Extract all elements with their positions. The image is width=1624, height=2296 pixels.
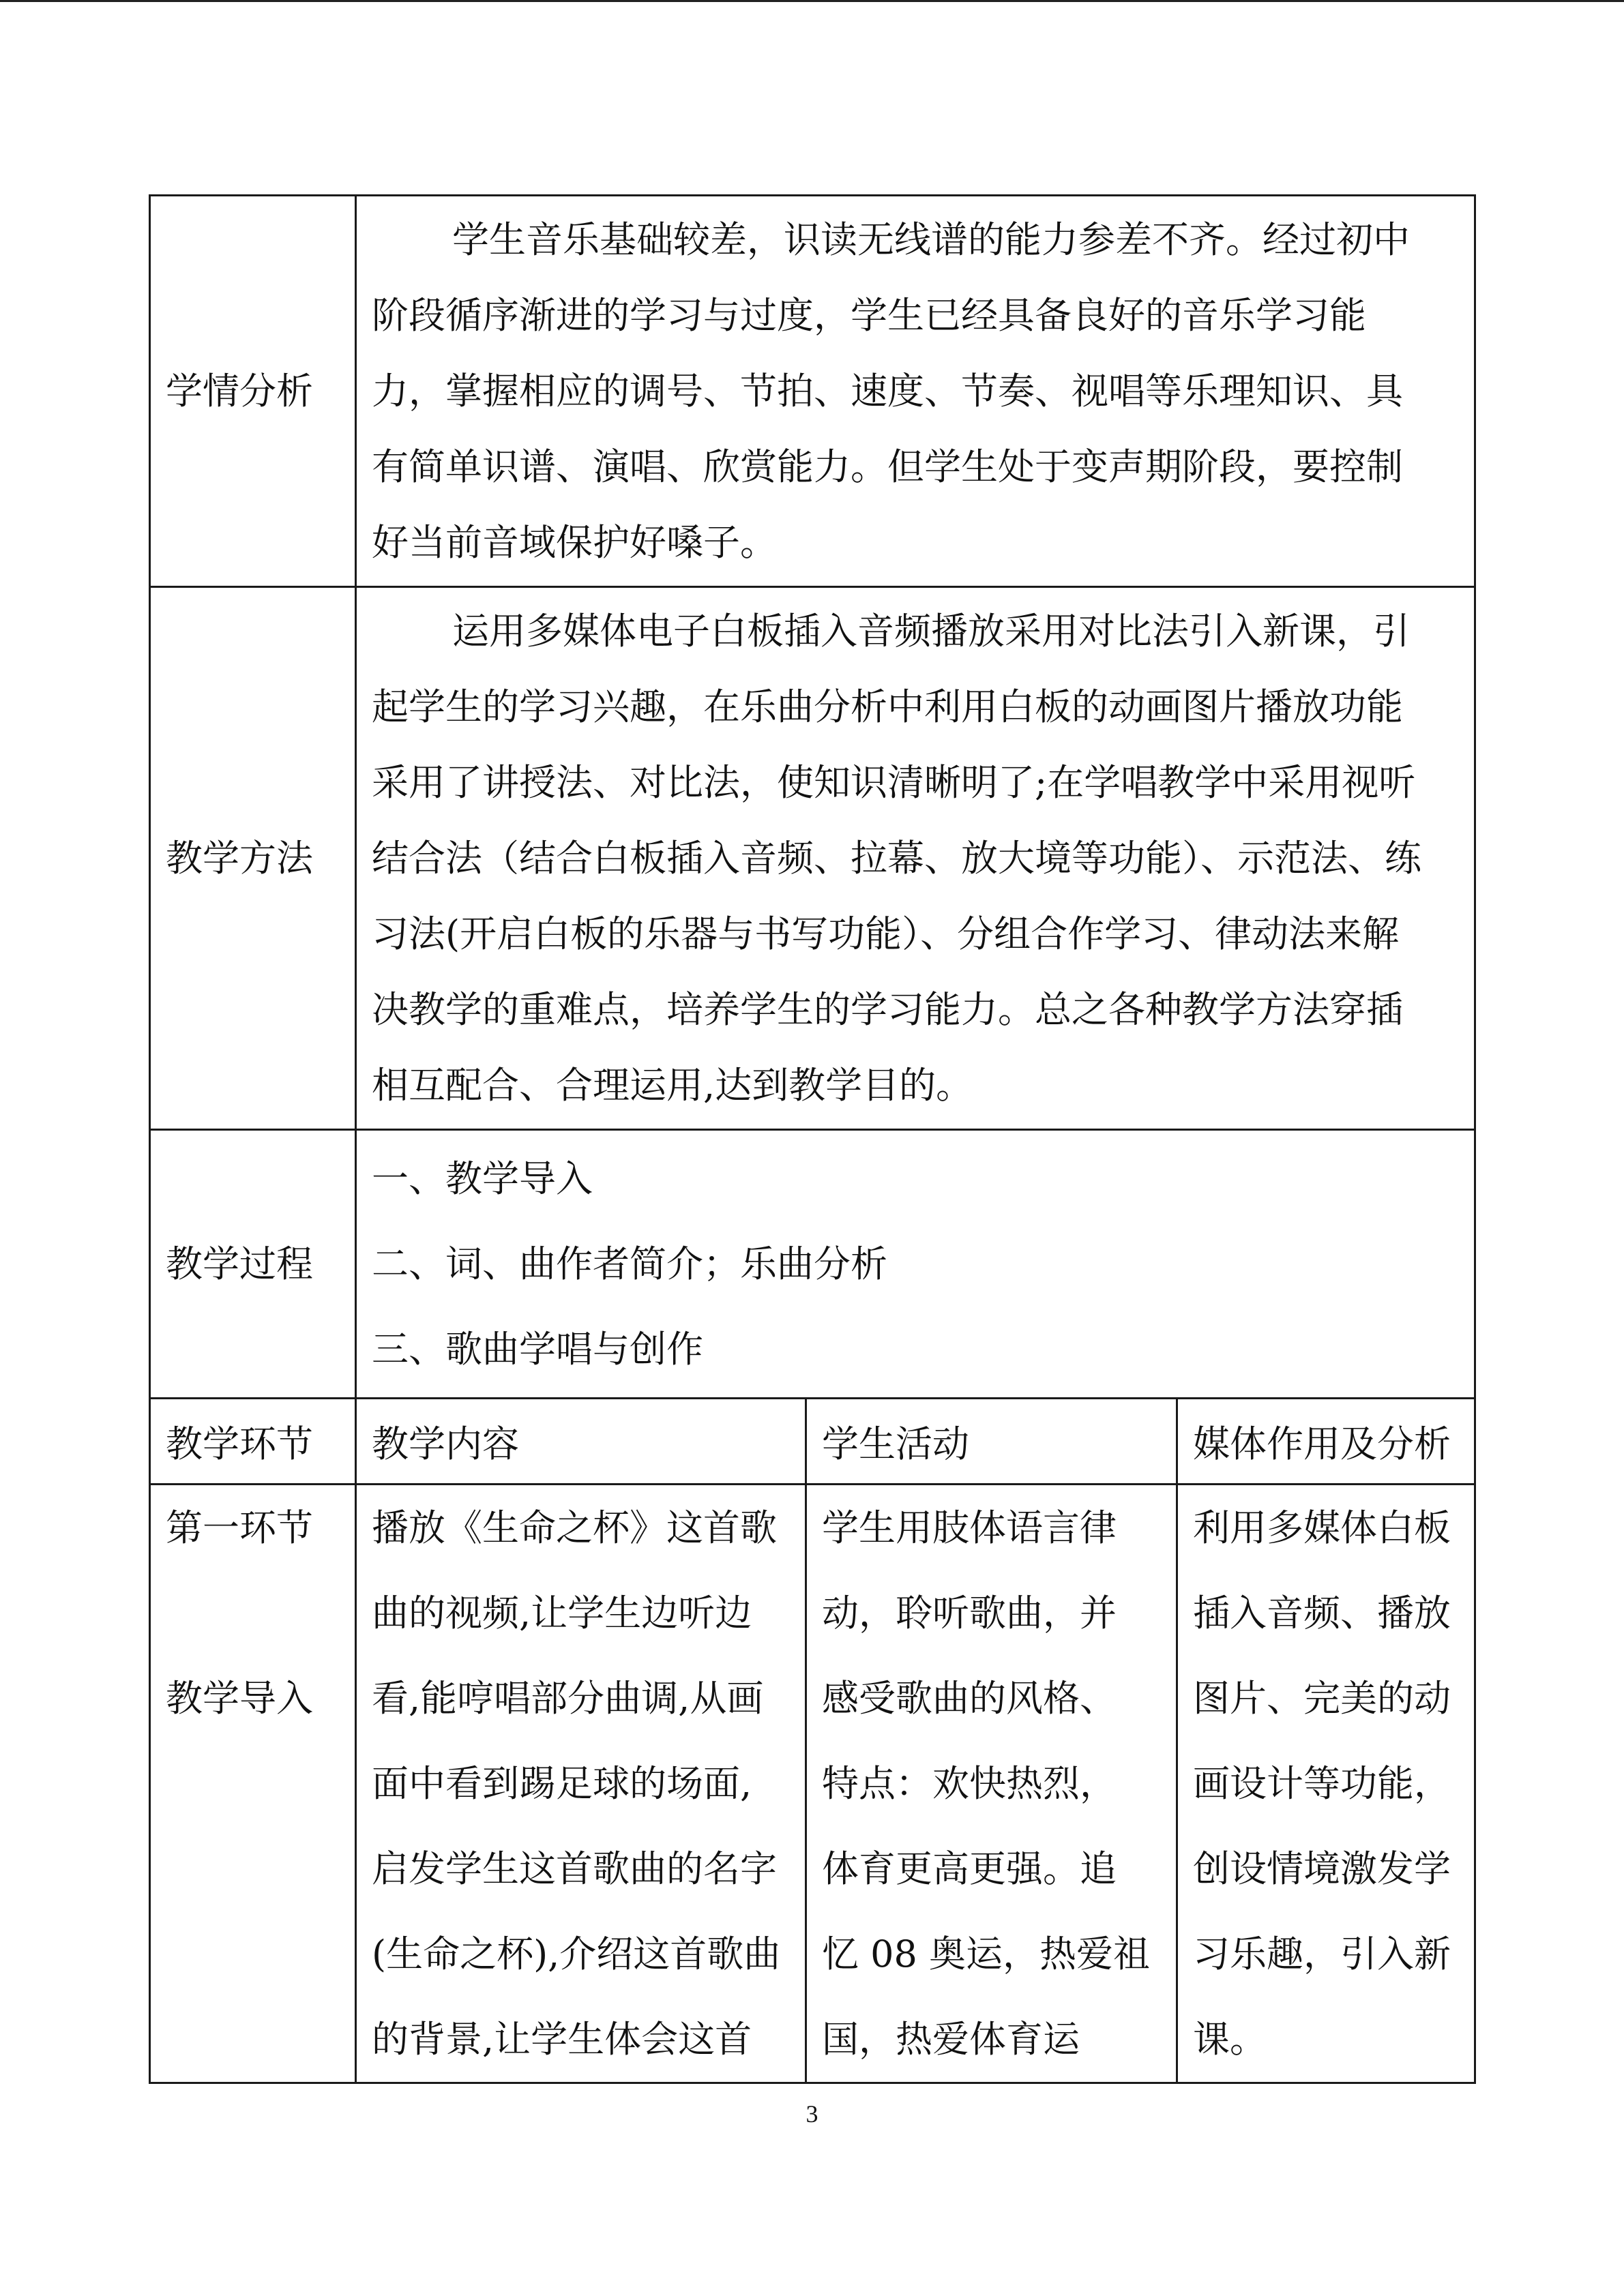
activity-cell <box>806 1485 1177 2083</box>
text-line: 结合法（结合白板插入音频、拉幕、放大境等功能）、示范法、练 <box>372 837 1421 880</box>
content-line: (生命之杯),介绍这首歌曲 <box>372 1933 781 1976</box>
activity-line: 国，热爱体育运 <box>822 2018 1080 2061</box>
media-line: 课。 <box>1193 2018 1267 2061</box>
step-cell <box>150 1485 356 2083</box>
step-line: 第一环节 <box>166 1506 313 1549</box>
media-line: 创设情境激发学 <box>1193 1847 1451 1890</box>
teaching-method-row <box>150 587 1475 1130</box>
process-item: 一、教学导入 <box>372 1157 593 1200</box>
teaching-process-list <box>356 1130 1475 1399</box>
content-line: 播放《生命之杯》这首歌 <box>372 1506 777 1549</box>
content-line: 曲的视频,让学生边听边 <box>372 1592 752 1635</box>
teaching-method-label: 教学方法 <box>150 587 356 1130</box>
header-content: 教学内容 <box>356 1399 806 1485</box>
step-line: 教学导入 <box>166 1677 313 1720</box>
text-line: 采用了讲授法、对比法，使知识清晰明了;在学唱教学中采用视听 <box>372 761 1416 804</box>
media-line: 图片、完美的动 <box>1193 1677 1451 1720</box>
activity-line: 体育更高更强。追 <box>822 1847 1117 1890</box>
learning-analysis-label: 学情分析 <box>150 196 356 587</box>
activity-line: 动，聆听歌曲，并 <box>822 1592 1117 1635</box>
page-top-border <box>0 0 1624 2</box>
table-row <box>150 1485 1475 2083</box>
step-spacer <box>166 1570 340 1656</box>
content-line: 看,能哼唱部分曲调,从画 <box>372 1677 764 1720</box>
content-line: 启发学生这首歌曲的名字 <box>372 1847 777 1890</box>
text-line: 运用多媒体电子白板插入音频播放采用对比法引入新课，引 <box>452 610 1410 653</box>
header-media: 媒体作用及分析 <box>1177 1399 1475 1485</box>
activity-line: 特点：欢快热烈， <box>822 1762 1117 1805</box>
text-line: 相互配合、合理运用,达到教学目的。 <box>372 1064 973 1107</box>
teaching-process-row <box>150 1130 1475 1399</box>
text-line: 有简单识谱、演唱、欣赏能力。但学生处于变声期阶段，要控制 <box>372 445 1403 488</box>
step-table-header <box>150 1399 1475 1485</box>
activity-line: 忆 08 奥运，热爱祖 <box>822 1933 1151 1976</box>
media-line: 习乐趣，引入新 <box>1193 1933 1451 1976</box>
text-line: 阶段循序渐进的学习与过度，学生已经具备良好的音乐学习能 <box>372 294 1366 337</box>
activity-line: 感受歌曲的风格、 <box>822 1677 1117 1720</box>
process-item: 二、词、曲作者简介；乐曲分析 <box>372 1242 887 1285</box>
learning-analysis-row <box>150 196 1475 587</box>
activity-line: 学生用肢体语言律 <box>822 1506 1117 1549</box>
text-line: 习法(开启白板的乐器与书写功能）、分组合作学习、律动法来解 <box>372 912 1400 955</box>
media-cell <box>1177 1485 1475 2083</box>
text-line: 学生音乐基础较差，识读无线谱的能力参差不齐。经过初中 <box>452 218 1410 261</box>
header-activity: 学生活动 <box>806 1399 1177 1485</box>
text-line: 力，掌握相应的调号、节拍、速度、节奏、视唱等乐理知识、具 <box>372 370 1403 413</box>
text-line: 好当前音域保护好嗓子。 <box>372 521 777 564</box>
text-line: 起学生的学习兴趣，在乐曲分析中利用白板的动画图片播放功能 <box>372 685 1403 728</box>
teaching-method-text <box>356 587 1475 1130</box>
header-step: 教学环节 <box>150 1399 356 1485</box>
media-line: 画设计等功能， <box>1193 1762 1451 1805</box>
content-cell <box>356 1485 806 2083</box>
teaching-process-label: 教学过程 <box>150 1130 356 1399</box>
process-item: 三、歌曲学唱与创作 <box>372 1328 703 1371</box>
text-line: 决教学的重难点，培养学生的学习能力。总之各种教学方法穿插 <box>372 988 1403 1031</box>
learning-analysis-text <box>356 196 1475 587</box>
content-line: 的背景,让学生体会这首 <box>372 2018 752 2061</box>
lesson-plan-table <box>149 194 1476 2084</box>
media-line: 插入音频、播放 <box>1193 1592 1451 1635</box>
content-line: 面中看到踢足球的场面, <box>372 1762 752 1805</box>
media-line: 利用多媒体白板 <box>1193 1506 1451 1549</box>
page-number: 3 <box>806 2100 818 2128</box>
